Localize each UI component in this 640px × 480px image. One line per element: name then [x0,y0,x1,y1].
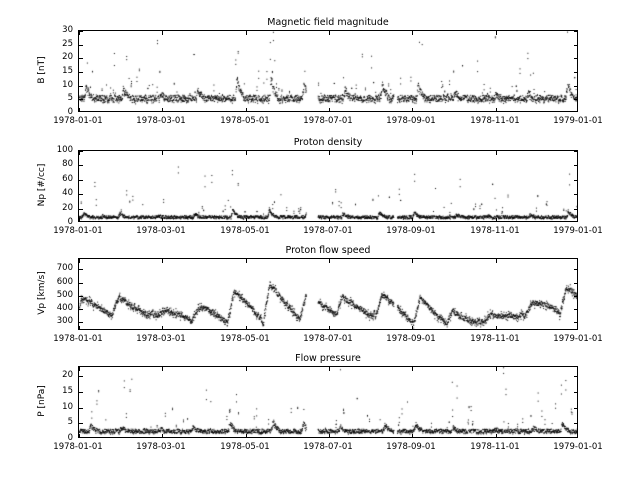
y-tick-mark-right [574,58,578,59]
y-tick-label: 10 [62,79,73,90]
x-tick-label: 1978-01-01 [53,334,103,344]
x-tick-label: 1978-09-01 [386,334,436,344]
x-tick-label: 1978-07-01 [303,116,353,126]
x-tick-mark-top [412,259,413,263]
y-tick-mark-right [574,72,578,73]
x-tick-mark [412,108,413,112]
y-tick-label: 600 [56,276,73,287]
x-tick-label: 1978-09-01 [386,226,436,236]
y-tick-mark [79,376,83,377]
y-tick-label: 5 [67,93,73,104]
x-tick-label: 1978-03-01 [136,442,186,452]
x-tick-mark-top [329,31,330,35]
y-tick-label: 700 [56,263,73,274]
x-tick-mark-top [496,31,497,35]
x-tick-label: 1978-11-01 [470,226,520,236]
x-tick-mark-top [246,259,247,263]
x-tick-mark-top [79,259,80,263]
y-tick-label: 0 [67,107,73,117]
y-tick-mark-right [574,376,578,377]
x-tick-label: 1978-11-01 [470,116,520,126]
y-tick-label: 300 [56,315,73,326]
x-tick-mark [496,326,497,330]
x-tick-label: 1978-07-01 [303,226,353,236]
y-tick-mark [79,283,83,284]
y-tick-mark-right [574,283,578,284]
y-axis-label: B [nT] [37,56,47,84]
x-tick-label: 1978-09-01 [386,442,436,452]
x-tick-mark-top [496,367,497,371]
x-tick-label: 1978-03-01 [136,116,186,126]
scatter-series [79,151,578,222]
x-tick-mark-top [412,151,413,155]
panel-title: Flow pressure [295,353,361,364]
x-tick-mark-top [329,367,330,371]
y-tick-mark-right [574,86,578,87]
y-tick-mark [79,392,83,393]
axes-frame [78,150,578,222]
y-tick-label: 15 [62,386,73,397]
scatter-series [79,367,578,438]
panel-title: Proton density [293,137,363,148]
y-tick-label: 40 [62,188,73,199]
y-tick-mark [79,194,83,195]
y-axis-label: Vp [km/s] [37,271,47,315]
x-tick-label: 1978-05-01 [220,226,270,236]
y-tick-label: 60 [62,173,73,184]
x-tick-mark-top [329,151,330,155]
y-tick-mark [79,58,83,59]
y-tick-label: 400 [56,302,73,313]
y-tick-label: 80 [62,159,73,170]
x-tick-mark-top [162,367,163,371]
x-tick-mark-top [162,31,163,35]
x-tick-mark-top [246,151,247,155]
y-tick-mark-right [574,165,578,166]
x-tick-mark-top [496,259,497,263]
x-tick-mark [329,326,330,330]
x-tick-mark-top [79,367,80,371]
x-tick-mark-top [162,259,163,263]
x-tick-mark [329,108,330,112]
y-tick-label: 0 [67,217,73,227]
x-tick-mark [496,218,497,222]
x-tick-mark [496,108,497,112]
x-tick-label: 1978-05-01 [220,442,270,452]
y-tick-mark-right [574,269,578,270]
x-tick-label: 1978-03-01 [136,226,186,236]
x-tick-label: 1978-11-01 [470,442,520,452]
y-axis-label: P [nPa] [37,385,47,417]
scatter-series [79,259,578,330]
y-tick-mark [79,322,83,323]
x-tick-mark [246,218,247,222]
axes-frame [78,258,578,330]
y-tick-mark-right [574,180,578,181]
x-tick-label: 1978-01-01 [53,116,103,126]
x-tick-mark [162,326,163,330]
y-tick-mark-right [574,209,578,210]
x-tick-label: 1979-01-01 [553,226,603,236]
y-tick-label: 15 [62,66,73,76]
y-tick-mark [79,209,83,210]
x-tick-mark [246,434,247,438]
y-tick-mark-right [574,322,578,323]
y-tick-mark [79,45,83,46]
panel-title: Magnetic field magnitude [267,17,389,28]
x-tick-mark [496,434,497,438]
x-tick-mark-top [496,151,497,155]
y-tick-mark [79,86,83,87]
y-tick-mark-right [574,45,578,46]
x-tick-mark-top [329,259,330,263]
y-tick-label: 100 [56,145,73,155]
y-tick-label: 20 [62,370,73,381]
x-tick-mark-top [79,31,80,35]
x-tick-mark [162,434,163,438]
scatter-series [79,31,578,112]
y-tick-label: 20 [62,52,73,63]
y-tick-mark [79,72,83,73]
x-tick-label: 1978-11-01 [470,334,520,344]
x-tick-mark [246,326,247,330]
x-tick-mark [79,326,80,330]
axes-frame [78,30,578,112]
y-tick-mark-right [574,194,578,195]
x-tick-mark [412,434,413,438]
x-tick-label: 1978-03-01 [136,334,186,344]
y-axis-label: Np [#/cc] [37,163,47,207]
x-tick-mark [412,218,413,222]
y-tick-mark-right [574,31,578,32]
y-tick-label: 5 [67,417,73,428]
x-tick-mark-top [412,367,413,371]
y-tick-mark [79,408,83,409]
x-tick-mark-top [79,151,80,155]
y-tick-mark-right [574,392,578,393]
x-tick-label: 1978-05-01 [220,116,270,126]
y-tick-mark [79,165,83,166]
y-tick-mark-right [574,296,578,297]
y-tick-mark-right [574,99,578,100]
chart-panel-4 [78,353,578,438]
y-tick-mark-right [574,309,578,310]
y-tick-mark-right [574,423,578,424]
x-tick-mark [412,326,413,330]
x-tick-mark-top [246,31,247,35]
x-tick-mark [329,218,330,222]
x-tick-label: 1978-09-01 [386,116,436,126]
x-tick-label: 1978-01-01 [53,226,103,236]
y-tick-mark [79,269,83,270]
x-tick-label: 1979-01-01 [553,116,603,126]
x-tick-label: 1978-07-01 [303,442,353,452]
y-tick-label: 500 [56,289,73,300]
x-tick-mark [246,108,247,112]
y-tick-label: 25 [62,38,73,49]
x-tick-mark [162,108,163,112]
x-tick-mark-top [162,151,163,155]
x-tick-mark-top [412,31,413,35]
y-tick-mark-right [574,151,578,152]
chart-panel-2 [78,137,578,222]
y-tick-mark [79,180,83,181]
x-tick-label: 1978-07-01 [303,334,353,344]
y-tick-label: 30 [62,25,73,35]
y-tick-mark [79,99,83,100]
x-tick-label: 1979-01-01 [553,334,603,344]
x-tick-label: 1978-05-01 [220,334,270,344]
x-tick-label: 1979-01-01 [553,442,603,452]
panel-title: Proton flow speed [285,245,371,256]
axes-frame [78,366,578,438]
chart-panel-1 [78,17,578,112]
y-tick-label: 0 [67,433,73,443]
x-tick-mark [79,108,80,112]
y-tick-mark [79,309,83,310]
x-tick-mark-top [246,367,247,371]
x-tick-mark [162,218,163,222]
y-tick-mark [79,296,83,297]
y-tick-label: 10 [62,401,73,412]
chart-panel-3 [78,245,578,330]
x-tick-mark [79,434,80,438]
x-tick-mark [79,218,80,222]
x-tick-mark [329,434,330,438]
x-tick-label: 1978-01-01 [53,442,103,452]
y-tick-mark-right [574,408,578,409]
y-tick-label: 20 [62,202,73,213]
y-tick-mark [79,423,83,424]
